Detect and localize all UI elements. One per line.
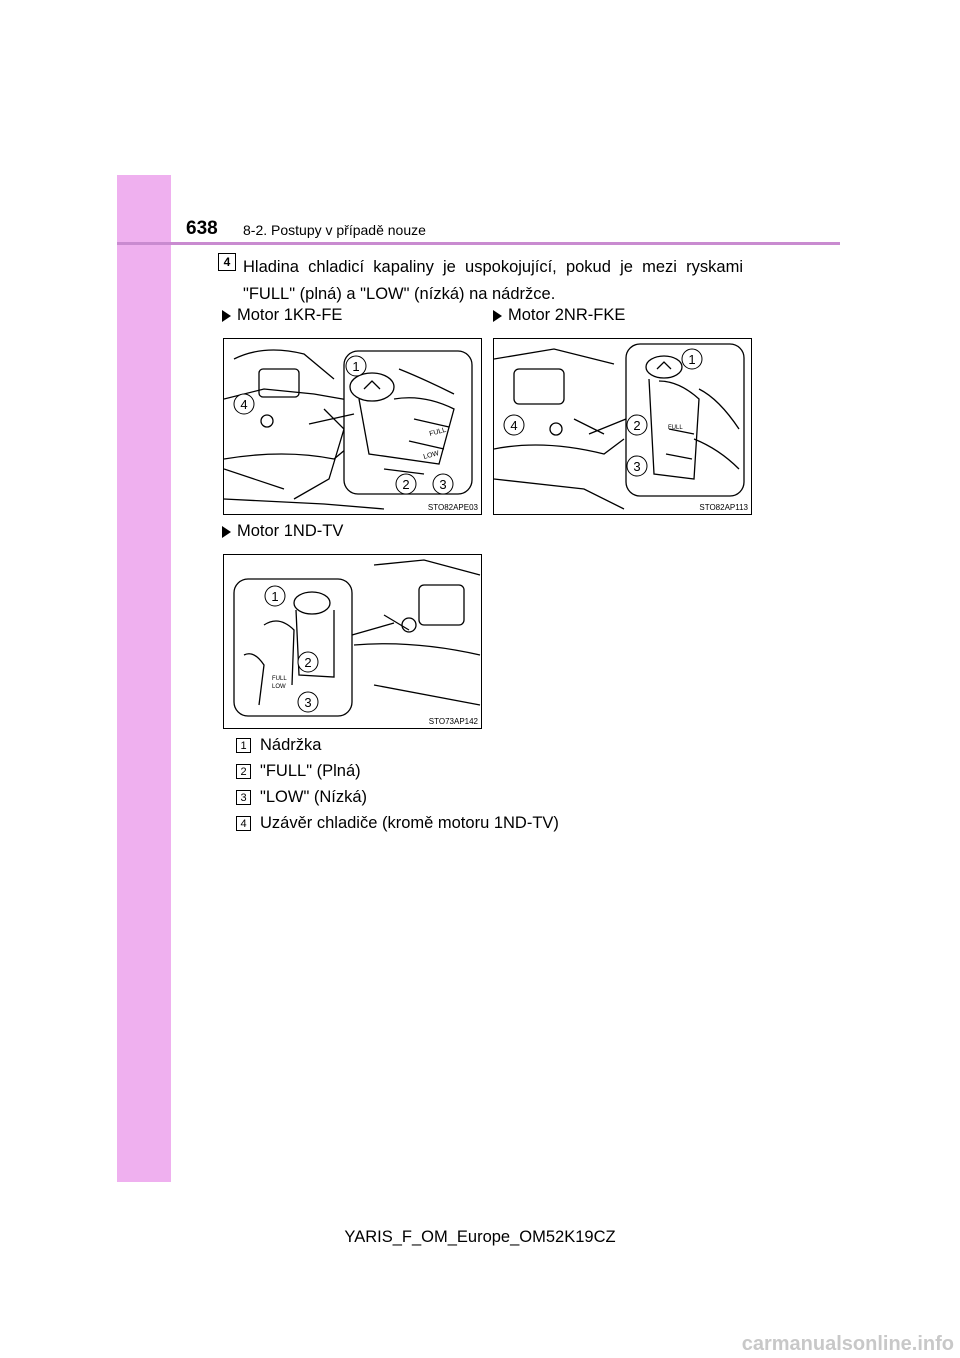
legend-item <box>236 736 321 755</box>
callout-number: 1 <box>271 589 279 604</box>
figure-caption-1nd <box>222 522 343 541</box>
callout-number: 4 <box>240 397 248 412</box>
triangle-bullet-icon <box>222 526 231 538</box>
figure-caption-2nr <box>493 306 625 325</box>
legend-item <box>236 814 559 833</box>
full-mark-label: FULL <box>272 676 287 682</box>
figure-caption-text: Motor 1ND-TV <box>237 522 344 540</box>
side-band <box>117 175 171 1182</box>
callout-number: 4 <box>510 418 518 433</box>
callout-number: 1 <box>688 352 696 367</box>
figure-code: STO73AP142 <box>428 717 478 726</box>
triangle-bullet-icon <box>493 310 502 322</box>
legend-number: 4 <box>236 816 251 831</box>
full-mark-label: FULL <box>428 426 448 438</box>
callout-number: 2 <box>402 477 410 492</box>
section-title: 8-2. Postupy v případě nouze <box>243 222 426 238</box>
low-mark-label: LOW <box>422 450 440 461</box>
figure-code: STO82APE03 <box>427 503 478 512</box>
legend-label: "LOW" (Nízká) <box>260 788 368 806</box>
legend-label: Nádržka <box>260 736 322 754</box>
figure-caption-text: Motor 2NR-FKE <box>508 306 626 324</box>
footer-document-id: YARIS_F_OM_Europe_OM52K19CZ <box>344 1228 616 1246</box>
legend-item <box>236 788 367 807</box>
engine-illustration-1kr <box>224 339 481 514</box>
callout-number: 2 <box>304 655 312 670</box>
legend-label: Uzávěr chladiče (kromě motoru 1ND-TV) <box>260 814 559 832</box>
figure-2nr-fke <box>493 338 752 515</box>
engine-illustration-2nr <box>494 339 751 514</box>
callout-number: 1 <box>352 359 360 374</box>
full-mark-label: FULL <box>668 425 683 431</box>
callout-number: 3 <box>304 695 312 710</box>
figure-caption-text: Motor 1KR-FE <box>237 306 343 324</box>
legend-item <box>236 762 361 781</box>
low-mark-label: LOW <box>272 684 286 690</box>
figure-caption-1kr <box>222 306 342 325</box>
watermark: carmanualsonline.info <box>741 1333 954 1355</box>
page-number: 638 <box>186 218 218 239</box>
step-instruction: Hladina chladicí kapaliny je uspokojující, pokud je mezi ryskami "FULL" (plná) a "LOW" (nízká) na nádržce. <box>243 258 743 303</box>
legend-number: 2 <box>236 764 251 779</box>
legend-number: 1 <box>236 738 251 753</box>
legend-number: 3 <box>236 790 251 805</box>
step-number-box: 4 <box>218 253 236 271</box>
callout-number: 2 <box>633 418 641 433</box>
figure-code: STO82AP113 <box>699 503 748 512</box>
header-rule <box>117 242 840 245</box>
legend-label: "FULL" (Plná) <box>260 762 361 780</box>
triangle-bullet-icon <box>222 310 231 322</box>
figure-1kr-fe <box>223 338 482 515</box>
callout-number: 3 <box>633 459 641 474</box>
engine-illustration-1nd <box>224 555 481 728</box>
figure-1nd-tv <box>223 554 482 729</box>
callout-number: 3 <box>439 477 447 492</box>
